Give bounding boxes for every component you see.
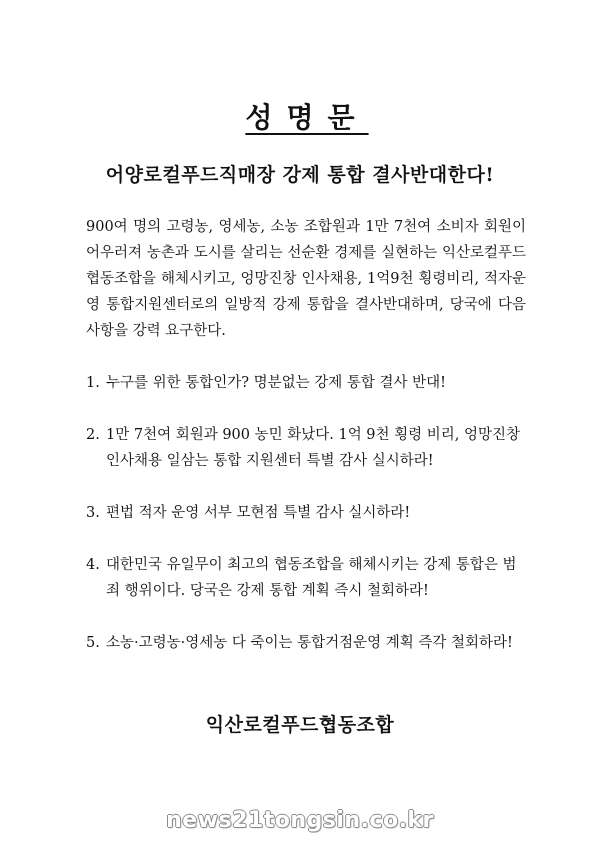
demand-number: 2. [86, 427, 100, 443]
document-title-text: 성명문 [245, 101, 369, 134]
list-item [86, 422, 526, 474]
demand-text: 소농·고령농·영세농 다 죽이는 통합거점운영 계획 즉각 철회하라! [106, 635, 513, 651]
demand-number: 1. [86, 375, 100, 391]
watermark: news21tongsin.co.kr [166, 808, 434, 833]
demand-text: 대한민국 유일무이 최고의 협동조합을 해체시키는 강제 통합은 범죄 행위이다. 당국은 강제 통합 계획 즉시 철회하라! [106, 557, 517, 599]
signature-organization: 익산로컬푸드협동조합 [205, 714, 395, 736]
demand-text: 누구를 위한 통합인가? 명분없는 강제 통합 결사 반대! [106, 375, 447, 391]
list-item [86, 370, 526, 396]
document-subtitle: 어양로컬푸드직매장 강제 통합 결사반대한다! [105, 164, 495, 186]
intro-paragraph: 900여 명의 고령농, 영세농, 소농 조합원과 1만 7천여 소비자 회원이 어우러져 농촌과 도시를 살리는 선순환 경제를 실현하는 익산로컬푸드협동조합을 해체시키고, 엉망진창 인사채용, 1억9천 횡령비리, 적자운영 통합지원센터로의 일방적 강제 통합을 결사반대하며, 당국에 다음 사항을 강력 요구한다. [86, 219, 526, 339]
demand-number: 5. [86, 635, 100, 651]
list-item [86, 630, 526, 656]
demands-list [86, 370, 526, 682]
demand-number: 3. [86, 505, 100, 521]
document-title [0, 96, 600, 136]
demand-text: 1만 7천여 회원과 900 농민 화났다. 1억 9천 횡령 비리, 엉망진창 인사채용 일삼는 통합 지원센터 특별 감사 실시하라! [106, 427, 521, 469]
demand-number: 4. [86, 557, 100, 573]
demand-text: 편법 적자 운영 서부 모현점 특별 감사 실시하라! [106, 505, 411, 521]
list-item [86, 552, 526, 604]
list-item [86, 500, 526, 526]
